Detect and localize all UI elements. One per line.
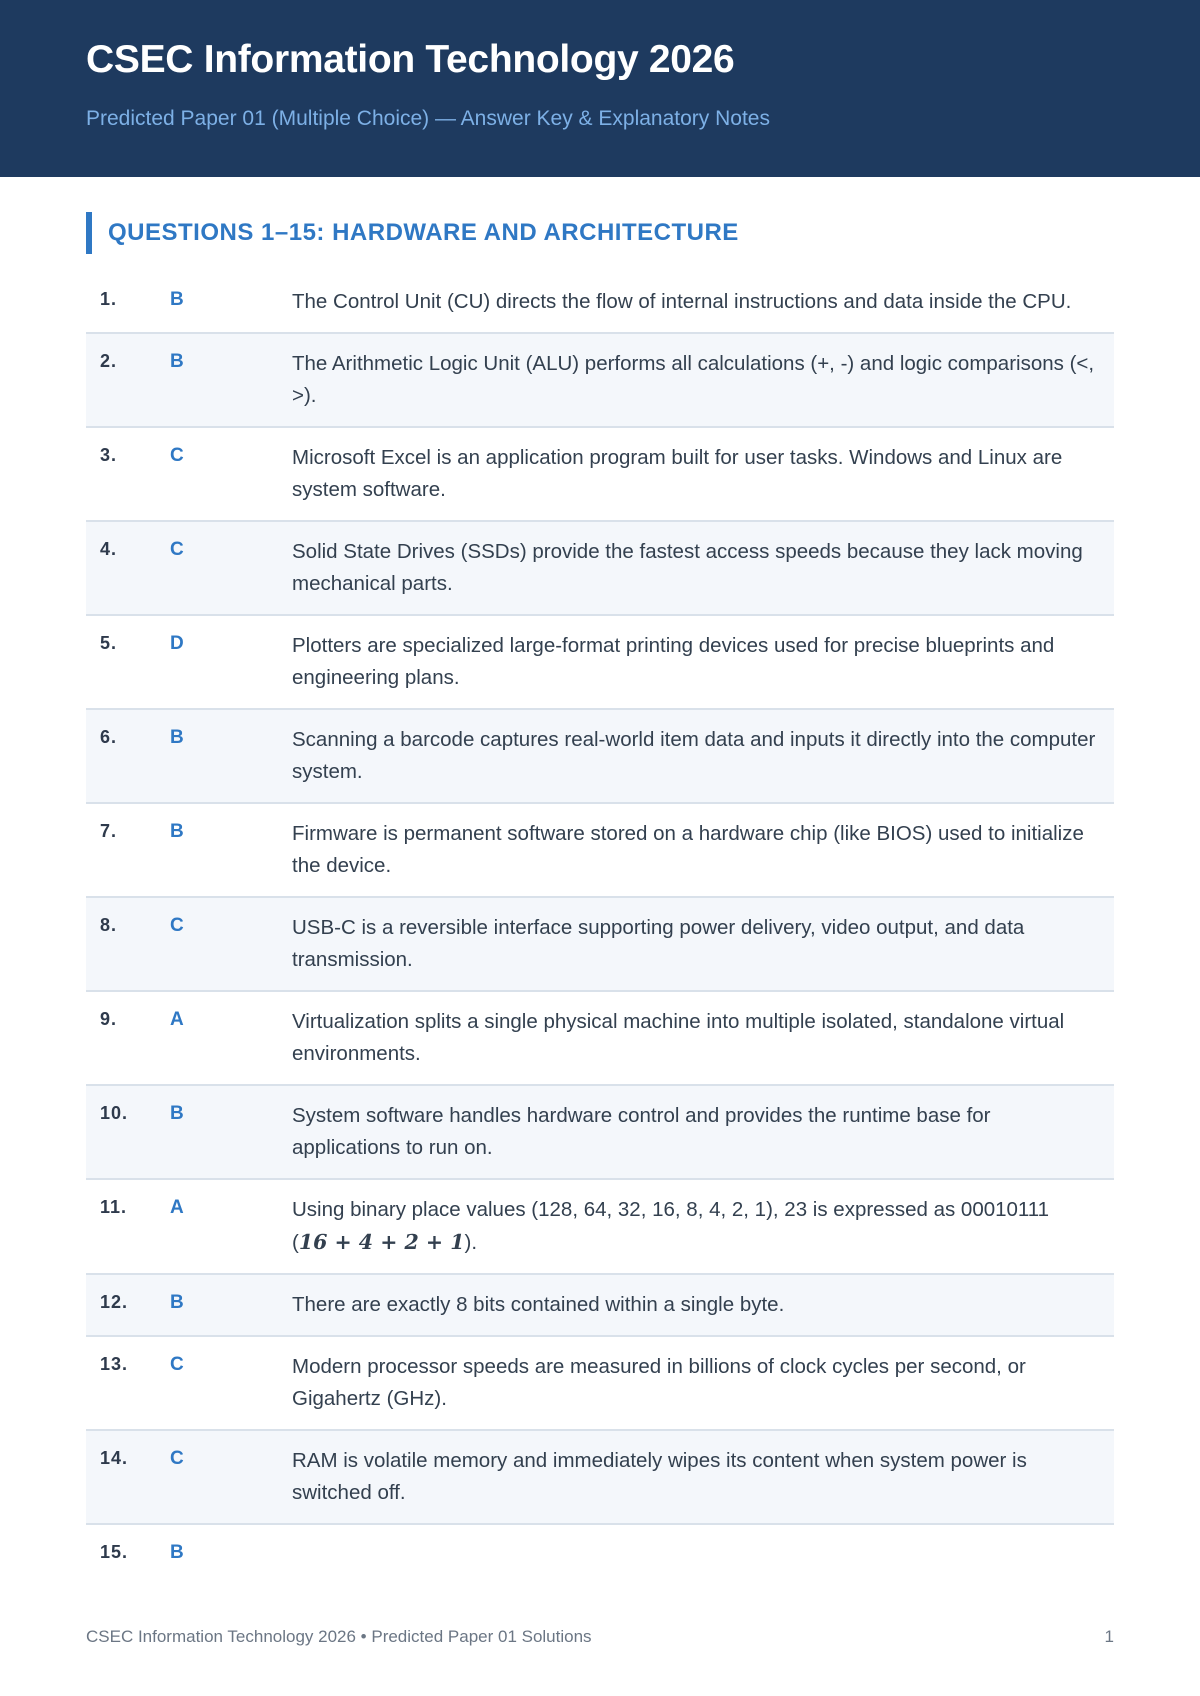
explanation-main: There are exactly 8 bits contained within a single byte. xyxy=(292,1293,785,1316)
question-number: 5. xyxy=(100,633,118,653)
answer-row xyxy=(86,804,1114,898)
explanation-main: Microsoft Excel is an application program built for user tasks. Windows and Linux are system software. xyxy=(292,446,1063,501)
explanation-main: Using binary place values (128, 64, 32, 16, 8, 4, 2, 1), 23 is expressed as 00010111 xyxy=(292,1198,1050,1221)
explanation-text xyxy=(292,1180,1114,1273)
explanation-main: RAM is volatile memory and immediately wipes its content when system power is switched off. xyxy=(292,1449,1027,1504)
answer-key-list xyxy=(86,272,1114,1564)
explanation-text xyxy=(292,804,1114,896)
footer-text: CSEC Information Technology 2026 • Predicted Paper 01 Solutions xyxy=(86,1627,592,1646)
answer-row xyxy=(86,1086,1114,1180)
section-title: QUESTIONS 1–15: HARDWARE AND ARCHITECTURE xyxy=(108,219,739,246)
page-number: 1 xyxy=(1104,1627,1114,1646)
question-number: 2. xyxy=(100,351,118,371)
answer-row xyxy=(86,1337,1114,1431)
math-expression: 16 + 4 + 2 + 1 xyxy=(298,1230,465,1254)
explanation-main: USB-C is a reversible interface supporting power delivery, video output, and data transmission. xyxy=(292,916,1025,971)
explanation-text xyxy=(292,1086,1114,1178)
answer-letter: B xyxy=(170,351,184,372)
question-number: 11. xyxy=(100,1197,128,1217)
question-number: 10. xyxy=(100,1103,129,1123)
question-number: 6. xyxy=(100,727,118,747)
answer-row xyxy=(86,898,1114,992)
answer-row xyxy=(86,1275,1114,1337)
question-number: 4. xyxy=(100,539,118,559)
question-number: 1. xyxy=(100,289,118,309)
question-number: 9. xyxy=(100,1009,118,1029)
answer-row xyxy=(86,992,1114,1086)
explanation-main: Plotters are specialized large-format printing devices used for precise blueprints and engineering plans. xyxy=(292,634,1055,689)
question-number: 13. xyxy=(100,1354,129,1374)
explanation-text xyxy=(292,1337,1114,1429)
section-heading xyxy=(86,212,739,254)
answer-letter: C xyxy=(170,539,184,560)
explanation-main: Modern processor speeds are measured in billions of clock cycles per second, or Gigahertz (GHz). xyxy=(292,1355,1026,1410)
explanation-text xyxy=(292,898,1114,990)
explanation-text xyxy=(292,1275,1114,1335)
answer-row xyxy=(86,710,1114,804)
answer-letter: C xyxy=(170,445,184,466)
question-number: 3. xyxy=(100,445,118,465)
explanation-main: Solid State Drives (SSDs) provide the fastest access speeds because they lack moving mechanical parts. xyxy=(292,540,1083,595)
answer-letter: C xyxy=(170,1354,184,1375)
explanation-main: Firmware is permanent software stored on a hardware chip (like BIOS) used to initialize the device. xyxy=(292,822,1084,877)
explanation-text xyxy=(292,522,1114,614)
explanation-main: System software handles hardware control and provides the runtime base for applications to run on. xyxy=(292,1104,991,1159)
answer-letter: B xyxy=(170,727,184,748)
answer-letter: A xyxy=(170,1197,184,1218)
document-subtitle: Predicted Paper 01 (Multiple Choice) — Answer Key & Explanatory Notes xyxy=(86,107,770,130)
answer-letter: C xyxy=(170,915,184,936)
explanation-text xyxy=(292,616,1114,708)
answer-row xyxy=(86,1525,1114,1564)
explanation-text xyxy=(292,428,1114,520)
explanation-main: The Arithmetic Logic Unit (ALU) performs all calculations (+, -) and logic comparisons (<, >). xyxy=(292,352,1095,407)
explanation-main: Virtualization splits a single physical machine into multiple isolated, standalone virtual environments. xyxy=(292,1010,1065,1065)
question-number: 15. xyxy=(100,1542,129,1562)
answer-letter: C xyxy=(170,1448,184,1469)
explanation-text xyxy=(292,1431,1114,1523)
explanation-main: Scanning a barcode captures real-world item data and inputs it directly into the computer system. xyxy=(292,728,1096,783)
answer-letter: B xyxy=(170,1292,184,1313)
explanation-text xyxy=(292,992,1114,1084)
document-title: CSEC Information Technology 2026 xyxy=(86,38,735,81)
answer-row xyxy=(86,616,1114,710)
question-number: 14. xyxy=(100,1448,129,1468)
answer-row xyxy=(86,522,1114,616)
question-number: 7. xyxy=(100,821,118,841)
answer-row xyxy=(86,428,1114,522)
explanation-text xyxy=(292,334,1114,426)
answer-letter: B xyxy=(170,289,184,310)
explanation-text xyxy=(292,272,1114,332)
explanation-text xyxy=(292,1525,1114,1564)
answer-row xyxy=(86,334,1114,428)
answer-letter: B xyxy=(170,1542,184,1563)
answer-row xyxy=(86,1180,1114,1275)
question-number: 8. xyxy=(100,915,118,935)
answer-row xyxy=(86,1431,1114,1525)
answer-letter: A xyxy=(170,1009,184,1030)
header-banner xyxy=(0,0,1200,177)
explanation-main: The Control Unit (CU) directs the flow of internal instructions and data inside the CPU. xyxy=(292,290,1072,313)
answer-row xyxy=(86,272,1114,334)
answer-letter: D xyxy=(170,633,184,654)
question-number: 12. xyxy=(100,1292,129,1312)
explanation-text xyxy=(292,710,1114,802)
math-open-paren: ( xyxy=(292,1231,299,1254)
answer-letter: B xyxy=(170,1103,184,1124)
math-close-paren: ). xyxy=(464,1231,478,1254)
answer-letter: B xyxy=(170,821,184,842)
